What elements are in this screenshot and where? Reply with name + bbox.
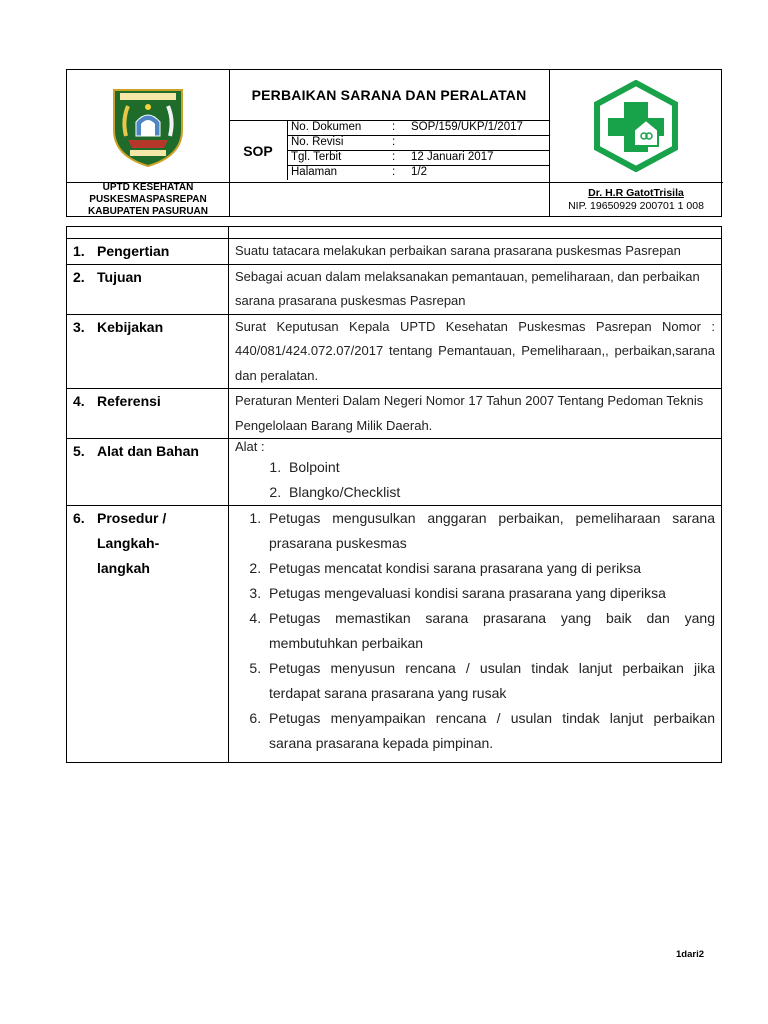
list-item: 3. Petugas mengevaluasi kondisi sarana prasarana yang diperiksa bbox=[265, 581, 715, 606]
meta-row-halaman: Halaman : 1/2 bbox=[291, 166, 427, 178]
puskesmas-cross-icon bbox=[549, 70, 723, 182]
text-tujuan: Sebagai acuan dalam melaksanakan pemantauan, pemeliharaan, dan perbaikan sarana prasarana puskesmas Pasrepan bbox=[229, 264, 722, 314]
signer-block bbox=[549, 182, 723, 218]
document-header bbox=[66, 69, 722, 217]
institution-name: UPTD KESEHATAN PUSKESMASPASREPAN KABUPATEN PASURUAN bbox=[88, 182, 208, 217]
text-pengertian: Suatu tatacara melakukan perbaikan sarana prasarana puskesmas Pasrepan bbox=[229, 239, 722, 265]
list-item: 4. Petugas memastikan sarana prasarana yang baik dan yang membutuhkan perbaikan bbox=[265, 606, 715, 656]
text-kebijakan: Surat Keputusan Kepala UPTD Kesehatan Puskesmas Pasrepan Nomor : 440/081/424.072.07/2017 tentang Pemantauan, Pemeliharaan,, perbaikan,sarana dan peralatan. bbox=[229, 314, 722, 389]
text-alat-intro: Alat : bbox=[235, 439, 265, 454]
list-item: 1. Petugas mengusulkan anggaran perbaikan, pemeliharaan sarana prasarana puskesmas bbox=[265, 506, 715, 556]
meta-row-terbit: Tgl. Terbit : 12 Januari 2017 bbox=[291, 151, 494, 163]
list-item: 5. Petugas menyusun rencana / usulan tindak lanjut perbaikan jika terdapat sarana prasarana yang rusak bbox=[265, 656, 715, 706]
label-alat-bahan: Alat dan Bahan bbox=[97, 443, 199, 459]
list-item: 1. Bolpoint bbox=[285, 455, 715, 480]
label-prosedur: Prosedur / bbox=[97, 510, 167, 526]
alat-list bbox=[235, 455, 715, 505]
row-alat-bahan: 5. Alat dan Bahan Alat : 1. Bolpoint 2. Blangko/Checklist bbox=[67, 439, 722, 506]
list-item: 6. Petugas menyampaikan rencana / usulan tindak lanjut perbaikan sarana prasarana kepada pimpinan. bbox=[265, 706, 715, 756]
list-item: 2. Blangko/Checklist bbox=[285, 480, 715, 505]
label-pengertian: Pengertian bbox=[97, 243, 170, 259]
sop-content-table bbox=[66, 226, 722, 763]
row-prosedur: 6. Prosedur / Langkah- langkah 1. Petugas mengusulkan anggaran perbaikan, pemeliharaan sarana prasarana puskesmas 2. Petugas mencatat kondisi sarana prasarana yang di periksa 3. Petugas mengevaluasi kondisi sarana prasarana yang diperiksa 4. Petugas memastikan sarana prasarana yang baik dan yang membutuhkan perbaikan 5. Petugas menyusun rencana / usulan tindak lanjut perbaikan jika terdapat sarana prasarana yang rusak 6. Petugas menyampaikan rencana / usulan tindak lanjut perbaikan sarana prasarana kepada pimpinan. bbox=[67, 506, 722, 763]
label-kebijakan: Kebijakan bbox=[97, 318, 164, 335]
prosedur-steps bbox=[235, 506, 715, 756]
signer-name: Dr. H.R GatotTrisila bbox=[588, 187, 684, 199]
row-kebijakan: 3. Kebijakan Surat Keputusan Kepala UPTD Kesehatan Puskesmas Pasrepan Nomor : 440/081/424.072.07/2017 tentang Pemantauan, Pemeliharaan,, perbaikan,sarana dan peralatan. bbox=[67, 314, 722, 389]
label-tujuan: Tujuan bbox=[97, 268, 142, 285]
list-item: 2. Petugas mencatat kondisi sarana prasarana yang di periksa bbox=[265, 556, 715, 581]
row-pengertian: 1. Pengertian Suatu tatacara melakukan perbaikan sarana prasarana puskesmas Pasrepan bbox=[67, 239, 722, 265]
meta-row-revisi: No. Revisi : bbox=[291, 136, 396, 148]
page-number: 1dari2 bbox=[676, 949, 704, 960]
text-referensi: Peraturan Menteri Dalam Negeri Nomor 17 Tahun 2007 Tentang Pedoman Teknis Pengelolaan Barang Milik Daerah. bbox=[229, 389, 722, 439]
kabupaten-pasuruan-emblem-icon bbox=[67, 70, 229, 182]
row-tujuan: 2. Tujuan Sebagai acuan dalam melaksanakan pemantauan, pemeliharaan, dan perbaikan sarana prasarana puskesmas Pasrepan bbox=[67, 264, 722, 314]
row-referensi: 4. Referensi Peraturan Menteri Dalam Negeri Nomor 17 Tahun 2007 Tentang Pedoman Teknis Pengelolaan Barang Milik Daerah. bbox=[67, 389, 722, 439]
document-meta bbox=[287, 120, 549, 182]
signer-nip: NIP. 19650929 200701 1 008 bbox=[568, 200, 704, 212]
meta-row-dokumen: No. Dokumen : SOP/159/UKP/1/2017 bbox=[291, 121, 523, 133]
document-title: PERBAIKAN SARANA DAN PERALATAN bbox=[251, 87, 527, 103]
label-referensi: Referensi bbox=[97, 393, 161, 409]
sop-label: SOP bbox=[243, 143, 273, 159]
